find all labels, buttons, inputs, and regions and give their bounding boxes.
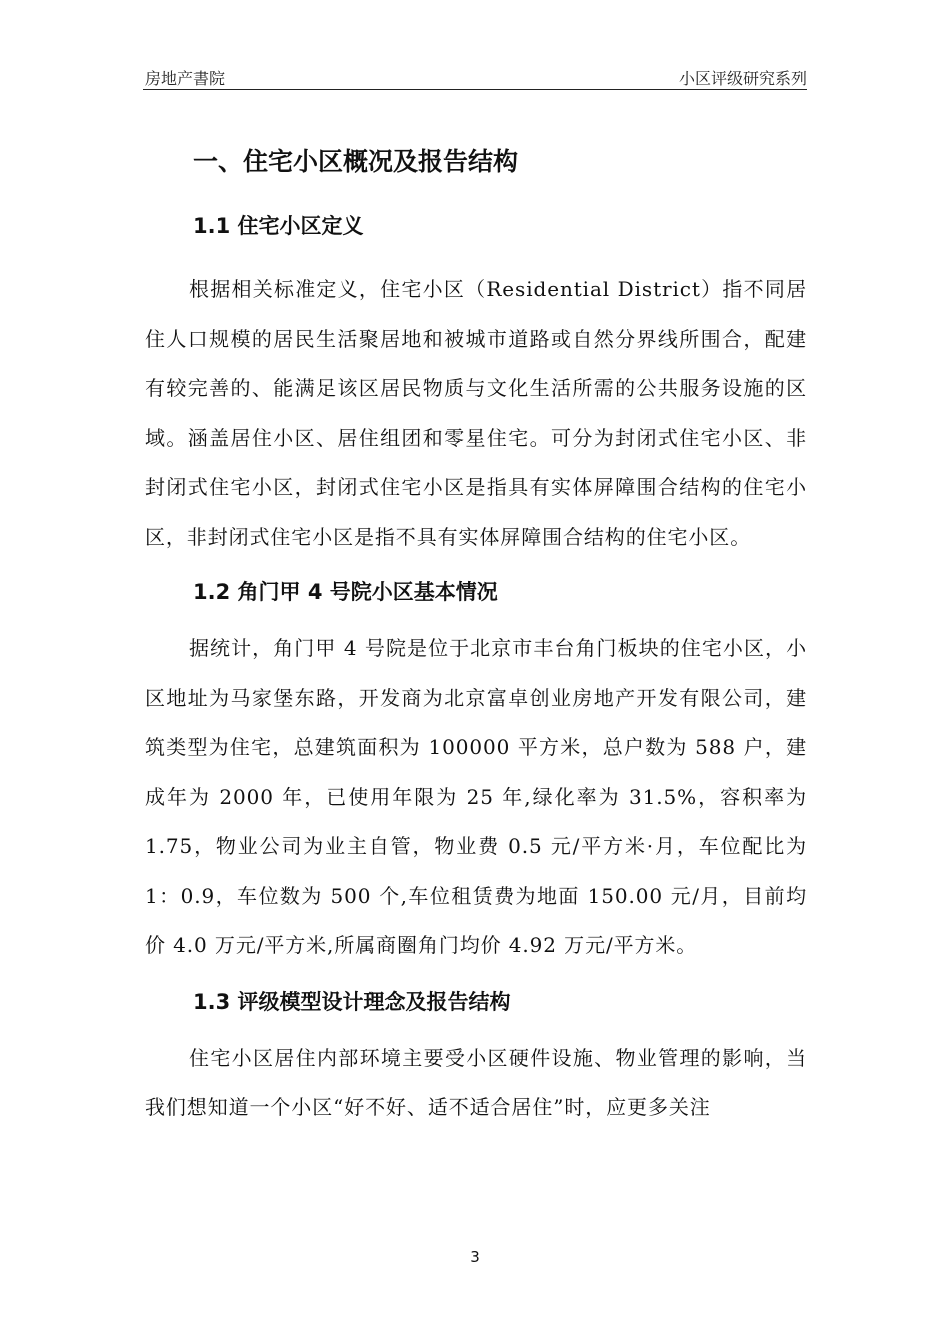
document-body xyxy=(145,138,807,1133)
subsection-title-1-3: 1.3 评级模型设计理念及报告结构 xyxy=(193,989,511,1014)
header-left-text: 房地产書院 xyxy=(145,69,226,88)
paragraph-basic-info: 据统计，角门甲 4 号院是位于北京市丰台角门板块的住宅小区，小区地址为马家堡东路，开发商为北京富卓创业房地产开发有限公司，建筑类型为住宅，总建筑面积为 100000 平方米，总户数为 588 户，建成年为 2000 年，已使用年限为 25 年,绿化率为 31.5%，容积率为 1.75，物业公司为业主自管，物业费 0.5 元/平方米·月，车位配比为 1：0.9，车位数为 500 个,车位租赁费为地面 150.00 元/月，目前均价 4.0 万元/平方米,所属商圈角门均价 4.92 万元/平方米。 xyxy=(145,636,807,957)
section-title: 一、住宅小区概况及报告结构 xyxy=(193,147,519,176)
header-right-text: 小区评级研究系列 xyxy=(678,69,807,88)
page-number: 3 xyxy=(470,1248,480,1266)
subsection-title-1-2: 1.2 角门甲 4 号院小区基本情况 xyxy=(193,580,498,604)
subsection-title-1-1: 1.1 住宅小区定义 xyxy=(193,214,364,238)
paragraph-model-design: 住宅小区居住内部环境主要受小区硬件设施、物业管理的影响，当我们想知道一个小区“好不好、适不适合居住”时，应更多关注 xyxy=(145,1045,807,1119)
header-divider xyxy=(143,89,807,90)
paragraph-definition: 根据相关标准定义，住宅小区（Residential District）指不同居住人口规模的居民生活聚居地和被城市道路或自然分界线所围合，配建有较完善的、能满足该区居民物质与文化生活所需的公共服务设施的区域。涵盖居住小区、居住组团和零星住宅。可分为封闭式住宅小区、非封闭式住宅小区，封闭式住宅小区是指具有实体屏障围合结构的住宅小区，非封闭式住宅小区是指不具有实体屏障围合结构的住宅小区。 xyxy=(145,277,807,549)
